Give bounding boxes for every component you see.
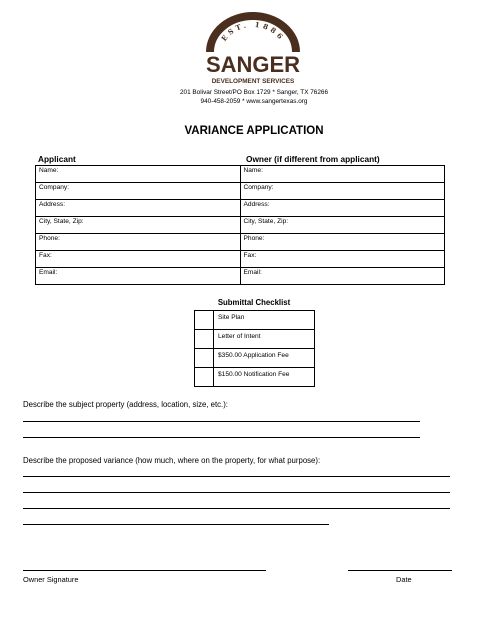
table-row — [36, 166, 445, 183]
variance-answer-line[interactable] — [23, 508, 450, 509]
table-row — [36, 183, 445, 200]
date-line[interactable] — [348, 570, 452, 571]
variance-question: Describe the proposed variance (how much, where on the property, for what purpose): — [23, 456, 321, 465]
checklist-checkbox[interactable] — [195, 311, 214, 330]
applicant-company-field[interactable]: Company: — [36, 183, 241, 200]
checklist-row — [195, 368, 315, 387]
logo-name: SANGER — [205, 52, 301, 77]
owner-address-field[interactable]: Address: — [240, 200, 445, 217]
checklist-row — [195, 349, 315, 368]
table-row — [36, 200, 445, 217]
owner-fax-field[interactable]: Fax: — [240, 251, 445, 268]
table-row — [36, 234, 445, 251]
logo-tagline: DEVELOPMENT SERVICES — [211, 78, 295, 85]
owner-city-field[interactable]: City, State, Zip: — [240, 217, 445, 234]
table-row — [36, 251, 445, 268]
table-row — [36, 268, 445, 285]
applicant-phone-field[interactable]: Phone: — [36, 234, 241, 251]
checklist-row — [195, 330, 315, 349]
variance-answer-line[interactable] — [23, 492, 450, 493]
variance-answer-line[interactable] — [23, 476, 450, 477]
owner-signature-line[interactable] — [23, 570, 266, 571]
checklist-checkbox[interactable] — [195, 349, 214, 368]
date-label: Date — [396, 575, 412, 584]
applicant-email-field[interactable]: Email: — [36, 268, 241, 285]
property-question: Describe the subject property (address, location, size, etc.): — [23, 400, 228, 409]
property-answer-line[interactable] — [23, 421, 420, 422]
checklist-label: Site Plan — [214, 311, 315, 330]
property-answer-line[interactable] — [23, 437, 420, 438]
applicant-name-field[interactable]: Name: — [36, 166, 241, 183]
applicant-fax-field[interactable]: Fax: — [36, 251, 241, 268]
applicant-city-field[interactable]: City, State, Zip: — [36, 217, 241, 234]
logo-arc-text: EST. 1886 — [219, 19, 287, 43]
address-line: 201 Bolivar Street/PO Box 1729 * Sanger, TX 76266 — [179, 89, 329, 96]
owner-heading: Owner (if different from applicant) — [246, 154, 380, 164]
page-title: VARIANCE APPLICATION — [184, 125, 324, 137]
checklist-checkbox[interactable] — [195, 330, 214, 349]
contact-table — [35, 165, 445, 285]
owner-signature-label: Owner Signature — [23, 575, 79, 584]
checklist-label: Letter of Intent — [214, 330, 315, 349]
sanger-logo — [200, 12, 306, 88]
owner-company-field[interactable]: Company: — [240, 183, 445, 200]
checklist-table — [194, 310, 315, 387]
checklist-checkbox[interactable] — [195, 368, 214, 387]
owner-name-field[interactable]: Name: — [240, 166, 445, 183]
contact-line: 940-458-2059 * www.sangertexas.org — [200, 98, 308, 105]
checklist-label: $150.00 Notification Fee — [214, 368, 315, 387]
table-row — [36, 217, 445, 234]
applicant-address-field[interactable]: Address: — [36, 200, 241, 217]
checklist-row — [195, 311, 315, 330]
variance-answer-line[interactable] — [23, 524, 329, 525]
checklist-title: Submittal Checklist — [217, 298, 291, 307]
owner-phone-field[interactable]: Phone: — [240, 234, 445, 251]
checklist-label: $350.00 Application Fee — [214, 349, 315, 368]
applicant-heading: Applicant — [38, 154, 76, 164]
owner-email-field[interactable]: Email: — [240, 268, 445, 285]
